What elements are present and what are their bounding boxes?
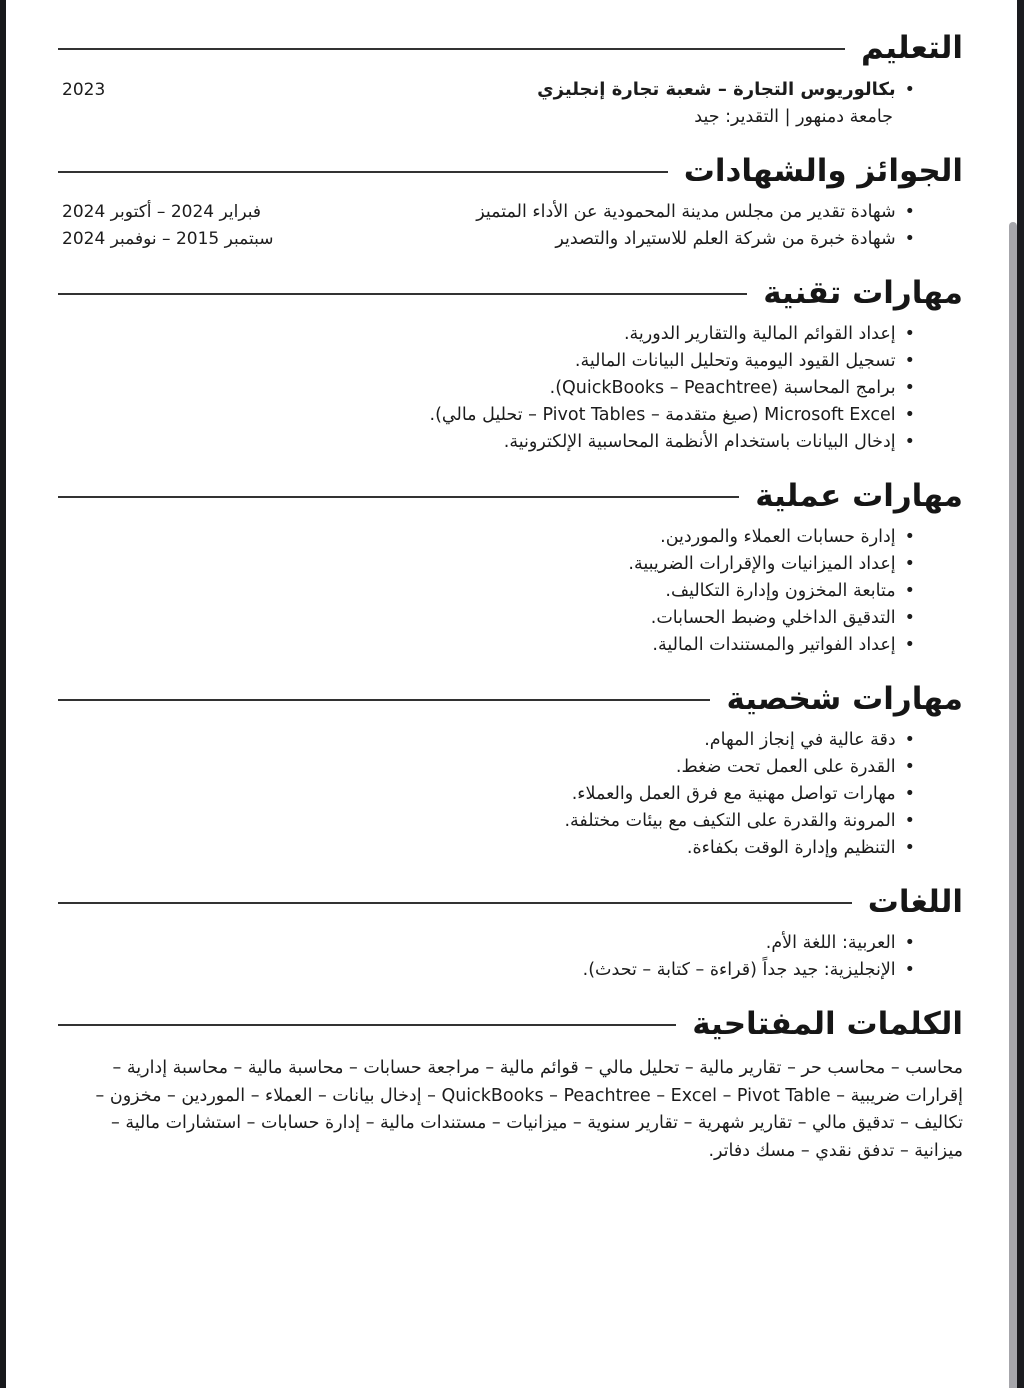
window-edge-left <box>0 0 6 1388</box>
section-title: مهارات عملية <box>755 478 963 514</box>
bullet-icon: • <box>904 635 915 655</box>
skill-text: التنظيم وإدارة الوقت بكفاءة. <box>686 838 896 858</box>
bullet-icon: • <box>904 838 915 858</box>
item-date: 2023 <box>62 80 106 100</box>
bullet-icon: • <box>904 202 915 222</box>
scrollbar-thumb[interactable] <box>1009 222 1017 1388</box>
skill-text: متابعة المخزون وإدارة التكاليف. <box>665 581 896 601</box>
section-divider <box>58 902 852 904</box>
bullet-icon: • <box>904 960 915 980</box>
list-item <box>62 835 915 862</box>
degree-subtitle: جامعة دمنهور | التقدير: جيد <box>694 107 893 127</box>
bullet-icon: • <box>904 351 915 371</box>
section-header <box>62 677 963 721</box>
bullet-icon: • <box>904 757 915 777</box>
section-title: اللغات <box>867 884 963 920</box>
list-item <box>62 578 915 605</box>
item-date: سبتمبر 2015 – نوفمبر 2024 <box>62 229 274 249</box>
skill-text: برامج المحاسبة (QuickBooks – Peachtree). <box>549 378 896 398</box>
skill-text: المرونة والقدرة على التكيف مع بيئات مختلفة. <box>564 811 896 831</box>
bullet-icon: • <box>904 730 915 750</box>
section-title: مهارات شخصية <box>726 681 963 717</box>
skill-text: Microsoft Excel (صيغ متقدمة – Pivot Tables – تحليل مالي). <box>429 405 896 425</box>
section-header <box>62 271 963 315</box>
section-title: التعليم <box>860 30 963 66</box>
section-divider <box>58 48 845 50</box>
language-text: الإنجليزية: جيد جداً (قراءة – كتابة – تحدث). <box>582 960 896 980</box>
list-item <box>62 632 915 659</box>
section-keywords <box>62 1002 963 1165</box>
bullet-icon: • <box>904 405 915 425</box>
language-text: العربية: اللغة الأم. <box>765 933 896 953</box>
bullet-icon: • <box>904 581 915 601</box>
section-header <box>62 26 963 70</box>
section-technical-skills <box>62 271 963 456</box>
section-education <box>62 26 963 131</box>
bullet-icon: • <box>904 80 915 100</box>
list-item <box>62 348 915 375</box>
list-item <box>62 524 915 551</box>
bullet-icon: • <box>904 554 915 574</box>
section-header <box>62 149 963 193</box>
practical-skills-list <box>62 524 963 659</box>
list-item <box>62 199 915 226</box>
skill-text: إعداد الميزانيات والإقرارات الضريبية. <box>628 554 896 574</box>
list-item <box>62 402 915 429</box>
item-date: فبراير 2024 – أكتوبر 2024 <box>62 202 261 222</box>
list-item <box>62 605 915 632</box>
bullet-icon: • <box>904 933 915 953</box>
award-text: شهادة خبرة من شركة العلم للاستيراد والتصدير <box>555 229 896 249</box>
section-awards <box>62 149 963 253</box>
award-text: شهادة تقدير من مجلس مدينة المحمودية عن الأداء المتميز <box>476 202 896 222</box>
personal-skills-list <box>62 727 963 862</box>
section-divider <box>58 1024 676 1026</box>
resume-page <box>62 26 963 1183</box>
bullet-icon: • <box>904 811 915 831</box>
section-header <box>62 880 963 924</box>
list-item <box>62 957 915 984</box>
degree-title: بكالوريوس التجارة – شعبة تجارة إنجليزي <box>537 79 896 100</box>
section-languages <box>62 880 963 984</box>
section-divider <box>58 699 710 701</box>
section-title: الكلمات المفتاحية <box>692 1006 963 1042</box>
list-item <box>62 727 915 754</box>
skill-text: التدقيق الداخلي وضبط الحسابات. <box>650 608 896 628</box>
education-list <box>62 76 963 131</box>
section-title: الجوائز والشهادات <box>683 153 963 189</box>
keywords-paragraph: محاسب – محاسب حر – تقارير مالية – تحليل مالي – قوائم مالية – مراجعة حسابات – محاسبة مالية – محاسبة إدارية – إقرارات ضريبية – QuickBooks – Peachtree – Excel – Pivot Table – إدخال بيانات – العملاء – الموردين – مخزون – تكاليف – تدقيق مالي – تقارير شهرية – تقارير سنوية – ميزانيات – مستندات مالية – إدارة حسابات – استشارات مالية – ميزانية – تدفق نقدي – مسك دفاتر. <box>95 1058 963 1161</box>
bullet-icon: • <box>904 324 915 344</box>
bullet-icon: • <box>904 229 915 249</box>
awards-list <box>62 199 963 253</box>
skill-text: دقة عالية في إنجاز المهام. <box>704 730 896 750</box>
languages-list <box>62 930 963 984</box>
bullet-icon: • <box>904 378 915 398</box>
section-divider <box>58 496 739 498</box>
list-item <box>62 429 915 456</box>
list-item <box>62 781 915 808</box>
skill-text: تسجيل القيود اليومية وتحليل البيانات المالية. <box>574 351 896 371</box>
list-item <box>62 754 915 781</box>
list-item <box>62 375 915 402</box>
section-practical-skills <box>62 474 963 659</box>
list-item <box>62 808 915 835</box>
bullet-icon: • <box>904 432 915 452</box>
skill-text: مهارات تواصل مهنية مع فرق العمل والعملاء. <box>571 784 896 804</box>
bullet-icon: • <box>904 527 915 547</box>
section-header <box>62 1002 963 1046</box>
skill-text: إدارة حسابات العملاء والموردين. <box>660 527 896 547</box>
skill-text: إعداد الفواتير والمستندات المالية. <box>652 635 896 655</box>
section-personal-skills <box>62 677 963 862</box>
window-edge-right <box>1017 0 1024 1388</box>
section-divider <box>58 293 747 295</box>
skill-text: إعداد القوائم المالية والتقارير الدورية. <box>623 324 896 344</box>
list-item <box>62 551 915 578</box>
bullet-icon: • <box>904 608 915 628</box>
skill-text: إدخال البيانات باستخدام الأنظمة المحاسبية الإلكترونية. <box>503 432 896 452</box>
section-title: مهارات تقنية <box>763 275 963 311</box>
section-divider <box>58 171 668 173</box>
skill-text: القدرة على العمل تحت ضغط. <box>675 757 896 777</box>
section-header <box>62 474 963 518</box>
bullet-icon: • <box>904 784 915 804</box>
technical-skills-list <box>62 321 963 456</box>
list-item <box>62 930 915 957</box>
list-item <box>62 76 915 104</box>
list-item <box>62 321 915 348</box>
list-item <box>62 226 915 253</box>
